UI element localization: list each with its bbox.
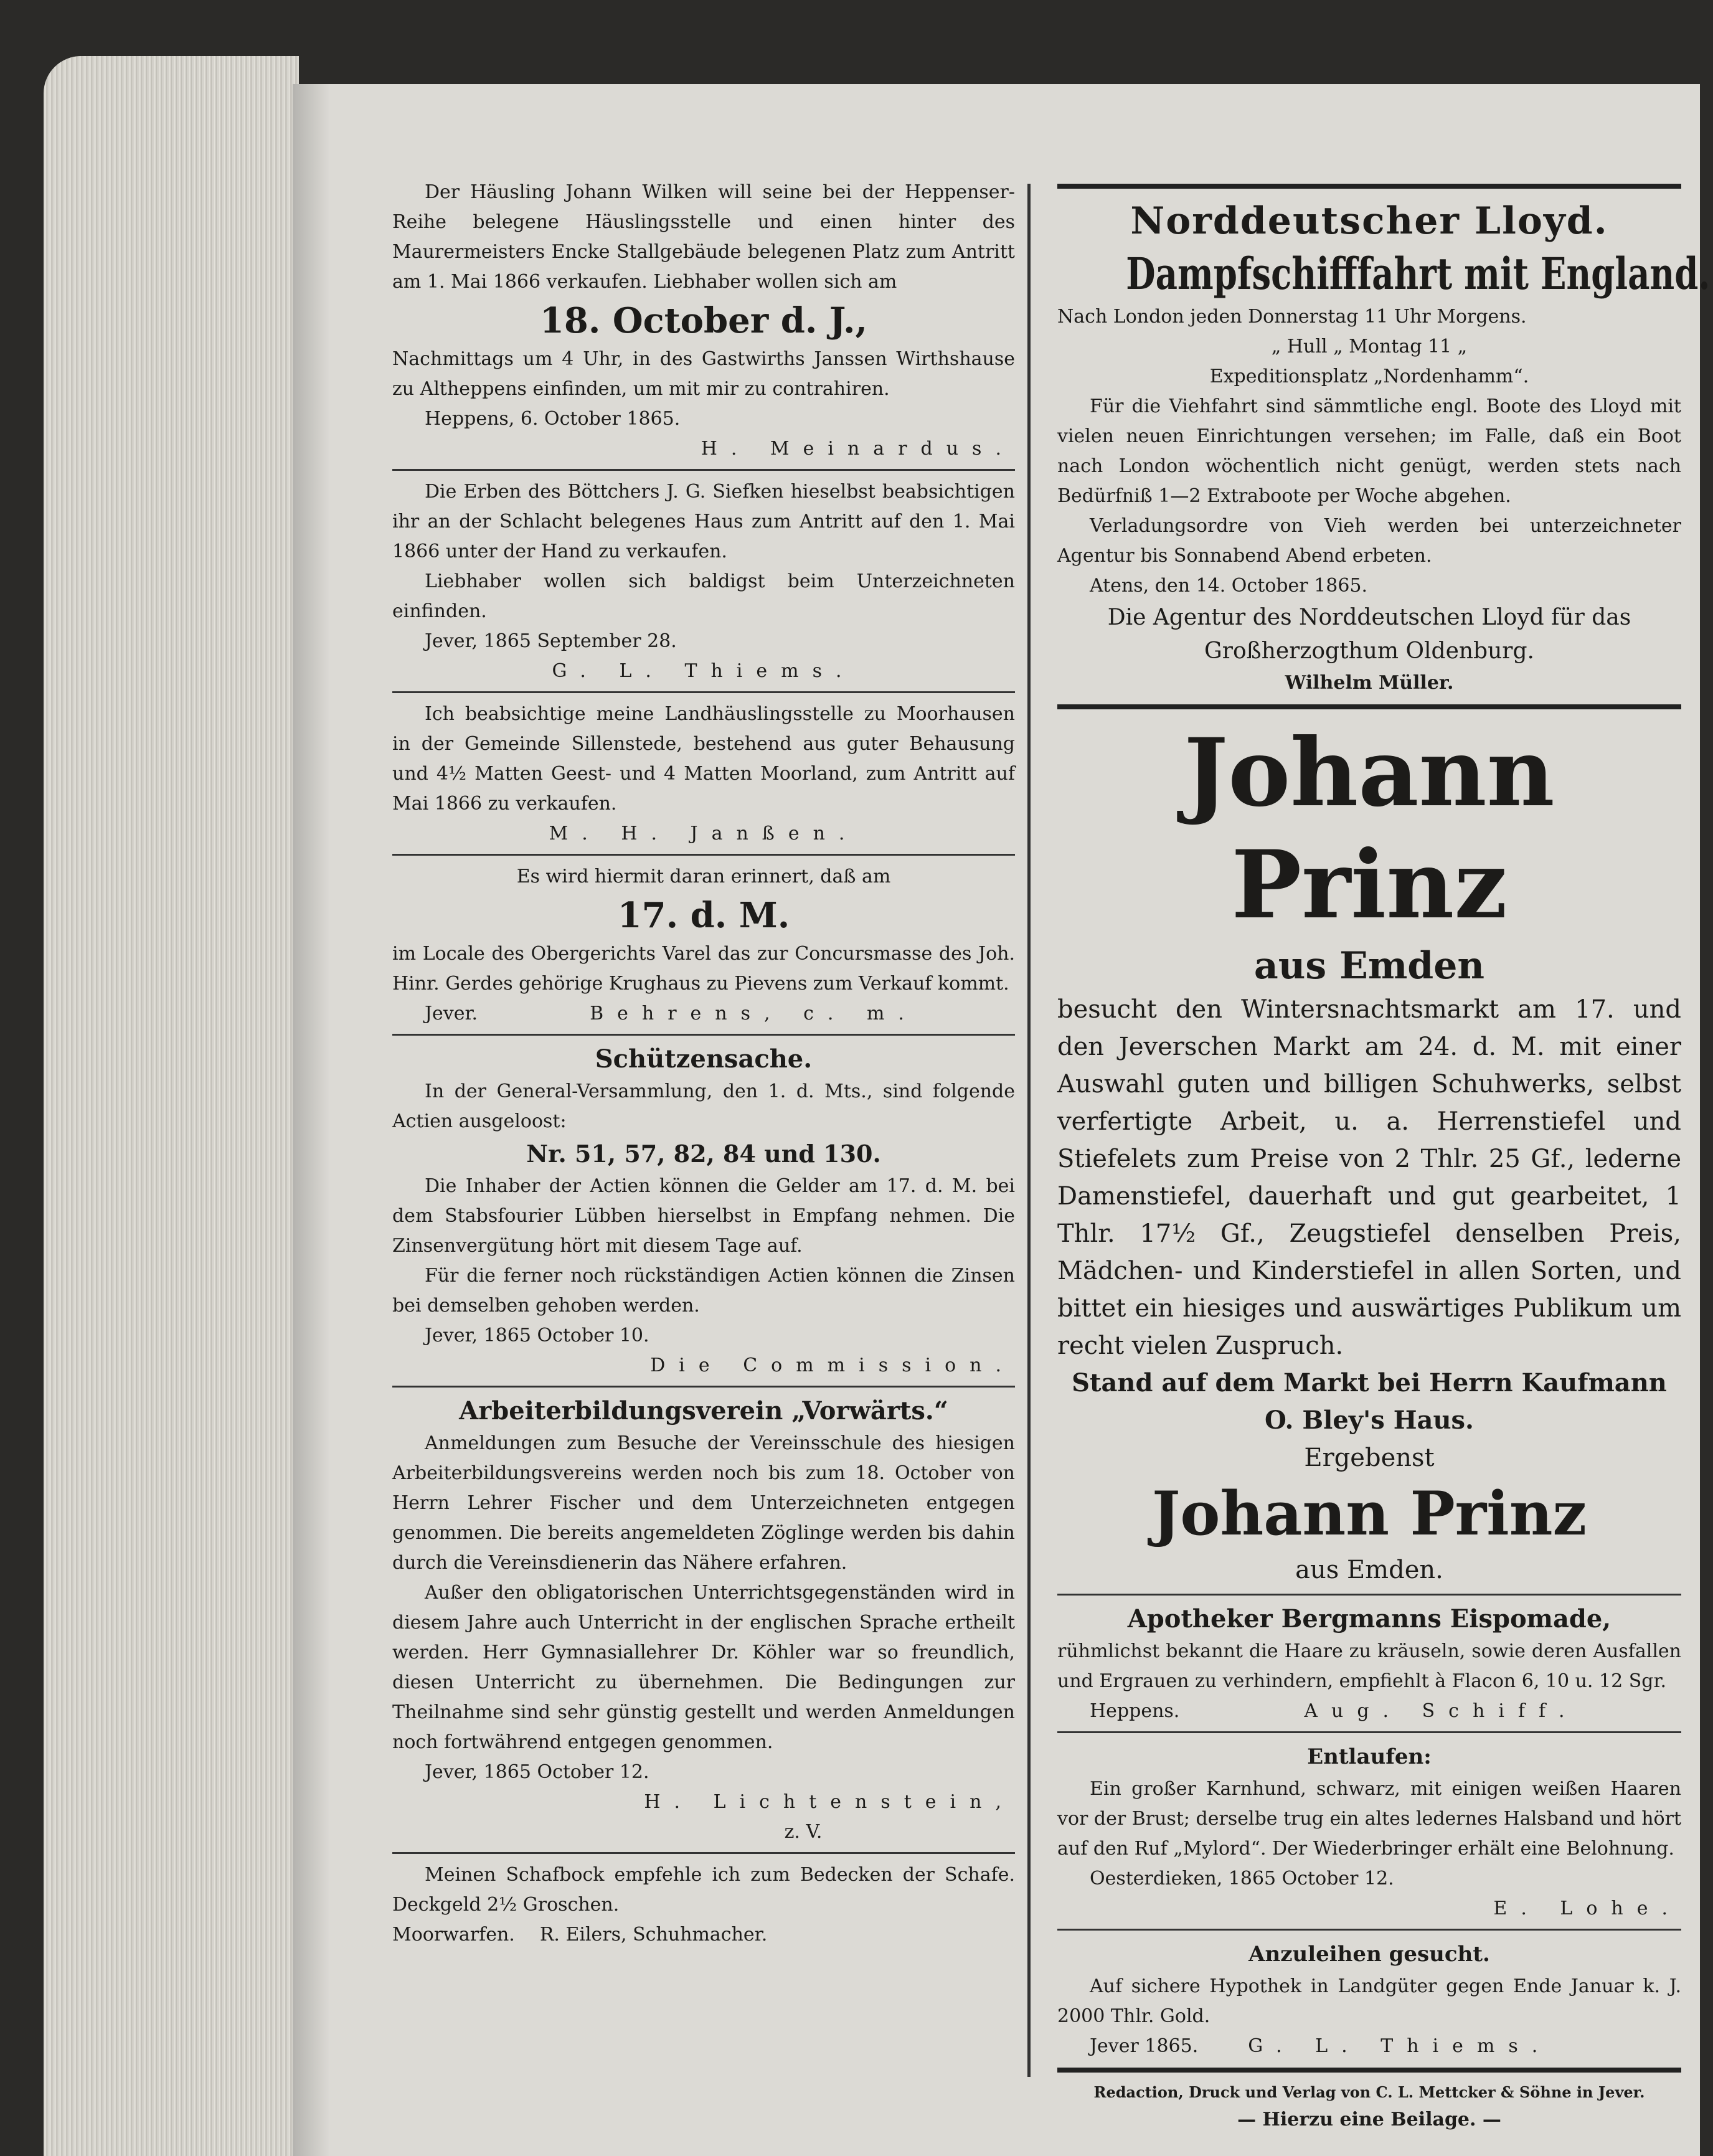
ad-norddeutscher-lloyd bbox=[1057, 196, 1711, 698]
ad-signature: E. Lohe. bbox=[1493, 1898, 1681, 1919]
ad-text: Die Inhaber der Actien können die Gelder am 17. d. M. bei dem Stabsfourier Lübben hierselbst in Empfang nehmen. Die Zinsenvergütung hört mit diesem Tage auf. bbox=[392, 1175, 1015, 1257]
ad-signature: H. Lichtenstein, bbox=[644, 1791, 1015, 1813]
ad-text: Außer den obligatorischen Unterrichtsgegenständen wird in diesem Jahre auch Unterricht in der englischen Sprache ertheilt werden. Herr Gymnasiallehrer Dr. Köhler war so freundlich, diesen Unterricht zu übernehmen. Die Bedingungen zur Theilnahme sind sehr günstig gestellt und werden Anmeldungen noch fortwährend entgegen genommen. bbox=[392, 1582, 1015, 1753]
ad-text: Ich beabsichtige meine Landhäuslingsstelle zu Moorhausen in der Gemeinde Sillenstede, bestehend aus guter Behausung und 4½ Matten Geest- und 4 Matten Moorland, zum Antritt auf Mai 1866 zu verkaufen. bbox=[392, 703, 1015, 815]
ad-signature: M. H. Janßen. bbox=[549, 823, 859, 844]
ad-regards: Ergebenst bbox=[1304, 1444, 1435, 1472]
ad-text: Verladungsordre von Vieh werden bei unterzeichneter Agentur bis Sonnabend Abend erbeten. bbox=[1057, 515, 1681, 567]
ad-signature-suffix: z. V. bbox=[784, 1821, 823, 1843]
ad-arbeiterbildungsverein bbox=[392, 1394, 1015, 1847]
ad-signature: H. Meinardus. bbox=[701, 438, 1015, 460]
ad-text: Der Häusling Johann Wilken will seine bei der Heppenser-Reihe belegene Häuslingsstelle und einen hinter des Maurermeisters Encke Stallgebäude belegenen Platz zum Antritt am 1. Mai 1866 verkaufen. Liebhaber wollen sich am bbox=[392, 181, 1015, 293]
ad-place-label: Jever. bbox=[425, 1003, 478, 1024]
ad-signature: Aug. Schiff. bbox=[1304, 1700, 1579, 1722]
ad-agency: Die Agentur des Norddeutschen Lloyd für das Großherzogthum Oldenburg. bbox=[1107, 605, 1631, 664]
ad-heading: Norddeutscher Lloyd. bbox=[1130, 199, 1608, 243]
ad-place-label: Jever 1865. bbox=[1090, 2035, 1199, 2057]
ad-signature: Wilhelm Müller. bbox=[1285, 672, 1454, 694]
separator-rule-thick bbox=[1057, 184, 1681, 189]
ad-stand: Stand auf dem Markt bei Herrn Kaufmann O. Bley's Haus. bbox=[1072, 1368, 1667, 1435]
ad-text: Meinen Schafbock empfehle ich zum Bedecken der Schafe. Deckgeld 2½ Groschen. bbox=[392, 1864, 1015, 1916]
book-page-edges bbox=[44, 56, 299, 2156]
ad-signature: R. Eilers, Schuhmacher. bbox=[539, 1924, 768, 1946]
ad-place-date: Jever, 1865 October 10. bbox=[425, 1325, 649, 1346]
separator-rule bbox=[392, 469, 1015, 471]
ad-schedule-line: Nach London jeden Donnerstag 11 Uhr Morgens. bbox=[1057, 306, 1527, 328]
separator-rule bbox=[392, 1386, 1015, 1388]
separator-rule bbox=[1057, 1594, 1681, 1596]
right-column bbox=[1057, 177, 1711, 2135]
ad-text: Es wird hiermit daran erinnert, daß am bbox=[516, 866, 891, 887]
ad-heading: Johann Prinz bbox=[1184, 718, 1555, 940]
ad-text: Ein großer Karnhund, schwarz, mit einigen weißen Haaren vor der Brust; derselbe trug ein altes ledernes Halsband und hört auf den Ruf „Mylord“. Der Wiederbringer erhält eine Belohnung. bbox=[1057, 1778, 1681, 1860]
ad-place-date: Atens, den 14. October 1865. bbox=[1090, 575, 1368, 597]
separator-rule bbox=[392, 854, 1015, 856]
ad-haus-verkauf bbox=[392, 477, 1015, 686]
ad-heading: Apotheker Bergmanns Eispomade, bbox=[1127, 1604, 1612, 1634]
ad-subheading: aus Emden bbox=[1253, 944, 1485, 988]
ad-signature: G. L. Thiems. bbox=[1248, 2035, 1552, 2057]
ad-subheading: Dampfschifffahrt mit England. bbox=[1126, 248, 1711, 300]
ad-date: 18. October d. J., bbox=[539, 300, 868, 341]
ad-schedule-line: „ Hull „ Montag 11 „ bbox=[1271, 336, 1468, 357]
ad-schedule-line: Expeditionsplatz „Nordenhamm“. bbox=[1209, 366, 1529, 387]
newspaper-page bbox=[293, 84, 1711, 2156]
ad-place-date: Heppens, 6. October 1865. bbox=[425, 408, 681, 430]
ad-text: Für die Viehfahrt sind sämmtliche engl. Boote des Lloyd mit vielen neuen Einrichtungen versehen; im Falle, daß ein Boot nach London wöchentlich nicht genügt, werden stets nach Bedürfniß 1—2 Extraboote per Woche abgehen. bbox=[1057, 395, 1681, 507]
separator-rule-thick bbox=[1057, 2068, 1681, 2073]
ad-date: 17. d. M. bbox=[617, 895, 790, 936]
ad-entlaufen bbox=[1057, 1739, 1681, 1924]
ad-text: Liebhaber wollen sich baldigst beim Unterzeichneten einfinden. bbox=[392, 570, 1015, 622]
ad-heading: Anzuleihen gesucht. bbox=[1248, 1942, 1490, 1967]
ad-text: Anmeldungen zum Besuche der Vereinsschule des hiesigen Arbeiterbildungsvereins werden noch bis zum 18. October von Herrn Lehrer Fischer und dem Unterzeichneten entgegen genommen. Die bereits angemeldeten Zöglinge werden bis dahin durch die Vereinsdienerin das Nähere erfahren. bbox=[392, 1432, 1015, 1574]
separator-rule bbox=[1057, 1929, 1681, 1931]
separator-rule bbox=[1057, 1731, 1681, 1733]
ad-signature: Behrens, c. m. bbox=[590, 1003, 918, 1024]
ad-text: besucht den Wintersnachtsmarkt am 17. und den Jeverschen Markt am 24. d. M. mit einer Auswahl guten und billigen Schuhwerks, selbst verfertigte Arbeit, u. a. Herrenstiefel und Stiefelets zum Preise von 2 Thlr. 25 Gf., lederne Damenstiefel, dauerhaft und gut gearbeitet, 1 Thlr. 17½ Gf., Zeugstiefel denselben Preis, Mädchen- und Kinderstiefel in allen Sorten, und bittet ein hiesiges und auswärtiges Publikum um recht vielen Zuspruch. bbox=[1057, 995, 1681, 1360]
left-column bbox=[392, 177, 1015, 1950]
separator-rule bbox=[392, 691, 1015, 693]
ad-heading: Entlaufen: bbox=[1307, 1744, 1432, 1769]
page-gutter-shadow bbox=[293, 84, 330, 2156]
ad-signature-place: aus Emden. bbox=[1295, 1556, 1443, 1584]
ad-numbers: Nr. 51, 57, 82, 84 und 130. bbox=[526, 1140, 881, 1168]
ad-landhaeuslingsstelle bbox=[392, 699, 1015, 849]
ad-schuetzensache bbox=[392, 1042, 1015, 1381]
ad-place bbox=[1057, 1696, 1681, 1726]
ad-johann-prinz bbox=[1057, 717, 1681, 1589]
separator-rule bbox=[392, 1034, 1015, 1036]
ad-heading: Schützensache. bbox=[595, 1044, 813, 1074]
ad-place-date: Oesterdieken, 1865 October 12. bbox=[1090, 1868, 1394, 1889]
ad-place-date: Jever, 1865 October 12. bbox=[425, 1761, 649, 1783]
supplement-note: — Hierzu eine Beilage. — bbox=[1237, 2109, 1501, 2130]
ad-anzuleihen bbox=[1057, 1937, 1681, 2061]
ad-signature: Die Commission. bbox=[650, 1355, 1015, 1376]
ad-text: Auf sichere Hypothek in Landgüter gegen Ende Januar k. J. 2000 Thlr. Gold. bbox=[1057, 1975, 1681, 2027]
imprint: Redaction, Druck und Verlag von C. L. Mettcker & Söhne in Jever. bbox=[1093, 2083, 1645, 2101]
ad-text: Für die ferner noch rückständigen Actien können die Zinsen bei demselben gehoben werden. bbox=[392, 1265, 1015, 1317]
ad-place bbox=[1057, 2031, 1681, 2061]
ad-place-label: Moorwarfen. bbox=[392, 1924, 515, 1946]
column-divider bbox=[1027, 184, 1031, 2077]
ad-place bbox=[392, 999, 1015, 1029]
separator-rule-thick bbox=[1057, 704, 1681, 709]
ad-signature-name: Johann Prinz bbox=[1151, 1478, 1587, 1549]
ad-text: im Locale des Obergerichts Varel das zur Concursmasse des Joh. Hinr. Gerdes gehörige Krughaus zu Pievens zum Verkauf kommt. bbox=[392, 943, 1015, 995]
ad-haeuslingsstelle bbox=[392, 177, 1015, 464]
ad-text: Nachmittags um 4 Uhr, in des Gastwirths Janssen Wirthshause zu Altheppens einfinden, um mit mir zu contrahiren. bbox=[392, 348, 1015, 400]
ad-place-date: Jever, 1865 September 28. bbox=[425, 630, 677, 652]
ad-eispomade bbox=[1057, 1602, 1681, 1726]
ad-signature: G. L. Thiems. bbox=[552, 660, 856, 682]
ad-heading: Arbeiterbildungsverein „Vorwärts.“ bbox=[459, 1396, 948, 1426]
ad-schafbock bbox=[392, 1860, 1015, 1950]
ad-krughaus bbox=[392, 862, 1015, 1029]
ad-text: In der General-Versammlung, den 1. d. Mts., sind folgende Actien ausgeloost: bbox=[392, 1080, 1015, 1132]
ad-text: Die Erben des Böttchers J. G. Siefken hieselbst beabsichtigen ihr an der Schlacht belegenes Haus zum Antritt auf den 1. Mai 1866 unter der Hand zu verkaufen. bbox=[392, 481, 1015, 562]
ad-text: rühmlichst bekannt die Haare zu kräuseln, sowie deren Ausfallen und Ergrauen zu verhindern, empfiehlt à Flacon 6, 10 u. 12 Sgr. bbox=[1057, 1640, 1681, 1692]
separator-rule bbox=[392, 1852, 1015, 1854]
ad-place bbox=[392, 1920, 1015, 1950]
ad-place-label: Heppens. bbox=[1090, 1700, 1180, 1722]
